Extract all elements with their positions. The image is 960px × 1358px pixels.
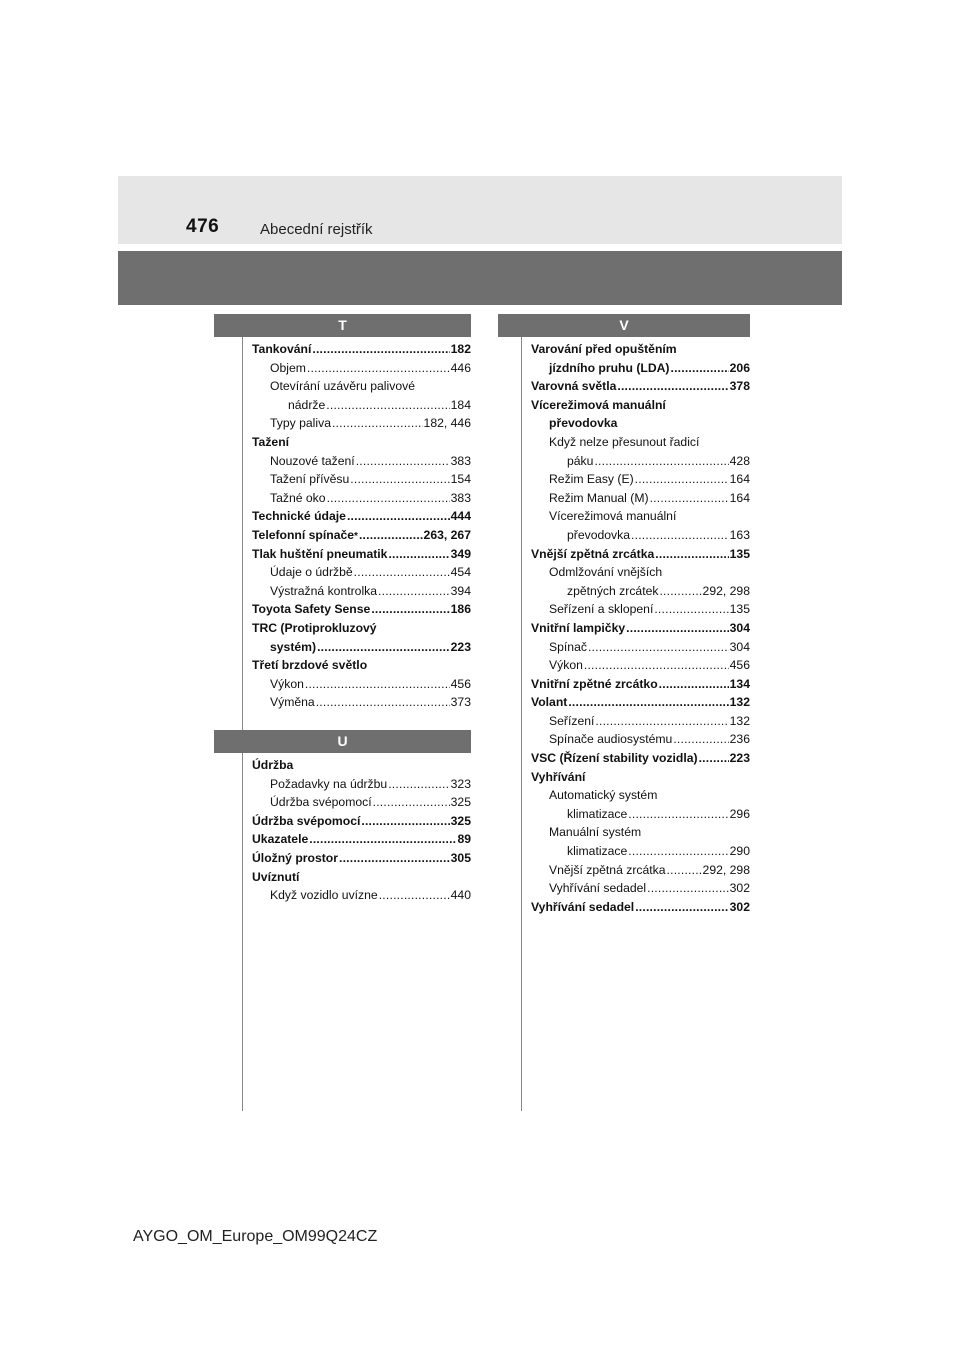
index-entry — [252, 377, 471, 396]
index-entry-label: Nouzové tažení — [270, 453, 355, 468]
index-entry-label: klimatizace — [567, 844, 628, 859]
index-entry — [531, 340, 750, 359]
leader-dots — [326, 396, 449, 415]
left-column-rule — [242, 314, 243, 1111]
index-entry-label: Údržba svépomocí — [252, 813, 361, 828]
leader-dots — [654, 600, 728, 619]
index-entry-page: 132 — [729, 695, 750, 710]
section-title: Abecední rejstřík — [260, 221, 373, 238]
leader-dots — [626, 619, 729, 638]
index-entry-page: 134 — [729, 676, 750, 691]
index-entry-page: 296 — [729, 806, 750, 821]
leader-dots — [305, 675, 450, 694]
index-entry-page: 349 — [450, 546, 471, 561]
index-entry-label: Volant — [531, 695, 568, 710]
index-entry — [252, 433, 471, 452]
index-list-u — [252, 756, 471, 905]
index-entry — [531, 377, 750, 396]
index-entry-page: 182, 446 — [423, 416, 471, 431]
index-entry-page: 428 — [729, 453, 750, 468]
index-entry-label: Odmlžování vnějších — [549, 565, 663, 580]
index-entry — [252, 849, 471, 868]
index-entry-label: Výměna — [270, 695, 315, 710]
index-entry — [252, 756, 471, 775]
index-entry-label: Objem — [270, 360, 306, 375]
leader-dots — [628, 842, 728, 861]
index-entry — [252, 396, 471, 415]
index-entry — [531, 675, 750, 694]
index-entry — [252, 470, 471, 489]
index-entry-page: 323 — [450, 776, 471, 791]
index-entry — [252, 886, 471, 905]
index-entry-label: Toyota Safety Sense — [252, 602, 371, 617]
index-entry-label: Technické údaje — [252, 509, 346, 524]
index-entry-label: Údržba — [252, 758, 294, 772]
index-entry — [531, 359, 750, 378]
index-entry-label: Tažné oko — [270, 490, 326, 505]
index-entry-label: Tažení — [252, 434, 290, 449]
index-entry — [531, 638, 750, 657]
index-entry-page: 154 — [450, 472, 471, 487]
index-entry-page: 373 — [450, 695, 471, 710]
index-entry-label: Spínače audiosystému — [549, 732, 673, 747]
leader-dots — [650, 489, 729, 508]
index-entry-page: 383 — [450, 490, 471, 505]
index-entry-label: Výkon — [270, 676, 304, 691]
leader-dots — [359, 526, 423, 545]
index-entry-page: 292, 298 — [702, 862, 750, 877]
index-entry-label: převodovka — [549, 416, 618, 431]
page-number: 476 — [186, 216, 220, 237]
leader-dots — [379, 886, 450, 905]
index-entry — [531, 470, 750, 489]
leader-dots — [647, 879, 729, 898]
index-entry-label: nádrže — [288, 397, 326, 412]
leader-dots — [617, 377, 728, 396]
index-entry — [531, 730, 750, 749]
index-entry — [531, 582, 750, 601]
index-entry — [531, 693, 750, 712]
document-code: AYGO_OM_Europe_OM99Q24CZ — [133, 1228, 378, 1245]
index-entry-page: 302 — [729, 881, 750, 896]
index-entry-label: Varovná světla — [531, 379, 617, 394]
index-entry — [531, 396, 750, 415]
header-dark-band — [118, 251, 842, 305]
index-entry-page: 290 — [729, 844, 750, 859]
index-entry-label: Vyhřívání sedadel — [549, 881, 647, 896]
index-entry-label: Vícerežimová manuální — [531, 397, 666, 412]
index-entry — [531, 656, 750, 675]
leader-dots — [316, 693, 450, 712]
index-entry-label: Výkon — [549, 658, 583, 673]
leader-dots — [354, 563, 450, 582]
index-entry-page: 454 — [450, 565, 471, 580]
index-entry-label: Telefonní spínače — [252, 527, 355, 542]
leader-dots — [347, 507, 450, 526]
leader-dots — [388, 775, 449, 794]
index-entry-label: Když vozidlo uvízne — [270, 888, 378, 903]
index-entry — [531, 768, 750, 787]
index-entry-label: Vícerežimová manuální — [549, 509, 677, 524]
index-entry-page: 236 — [729, 732, 750, 747]
leader-dots — [628, 805, 728, 824]
index-entry — [531, 823, 750, 842]
index-entry-page: 325 — [450, 813, 471, 828]
header-band — [118, 176, 842, 244]
index-entry-label: Seřízení — [549, 713, 595, 728]
index-entry-page: 135 — [729, 602, 750, 617]
leader-dots — [635, 898, 728, 917]
index-entry-page: 206 — [729, 360, 750, 375]
index-entry-page: 440 — [450, 888, 471, 903]
index-list-t — [252, 340, 471, 712]
leader-dots — [659, 675, 729, 694]
leader-dots — [584, 656, 729, 675]
index-entry — [252, 693, 471, 712]
index-entry-page: 184 — [450, 397, 471, 412]
index-entry-label: Úložný prostor — [252, 850, 338, 865]
index-entry-label: Vyhřívání sedadel — [531, 899, 635, 914]
leader-dots — [388, 545, 449, 564]
index-entry — [252, 775, 471, 794]
index-entry-label: Tlak huštění pneumatik — [252, 546, 388, 561]
index-entry-page: 164 — [729, 490, 750, 505]
leader-dots — [350, 470, 449, 489]
index-entry: Telefonní spínače * ..... 263, 267 — [252, 526, 471, 545]
index-entry-page: 456 — [450, 676, 471, 691]
leader-dots — [635, 470, 729, 489]
leader-dots — [371, 600, 449, 619]
index-entry-page: 132 — [729, 713, 750, 728]
index-entry — [531, 414, 750, 433]
index-entry — [531, 786, 750, 805]
leader-dots — [307, 359, 450, 378]
leader-dots — [327, 489, 450, 508]
index-entry-label: Seřízení a sklopení — [549, 602, 654, 617]
index-entry — [252, 656, 471, 675]
index-entry-page: 292, 298 — [702, 583, 750, 598]
index-entry-label: Manuální systém — [549, 825, 642, 840]
index-entry — [252, 830, 471, 849]
index-entry-label: páku — [567, 453, 594, 468]
index-entry-label: Údržba svépomocí — [270, 795, 372, 810]
index-entry — [252, 793, 471, 812]
index-entry — [252, 812, 471, 831]
index-entry — [252, 414, 471, 433]
index-entry-page: 456 — [729, 658, 750, 673]
index-entry-page: 304 — [729, 620, 750, 635]
right-column-rule — [521, 314, 522, 1111]
leader-dots — [361, 812, 449, 831]
leader-dots — [339, 849, 450, 868]
index-entry — [252, 638, 471, 657]
index-entry — [252, 452, 471, 471]
leader-dots — [667, 861, 702, 880]
index-entry-label: Režim Manual (M) — [549, 490, 649, 505]
index-entry-label: Varování před opuštěním — [531, 342, 677, 356]
leader-dots — [317, 638, 450, 657]
index-entry-page: 186 — [450, 602, 471, 617]
index-entry-label: Automatický systém — [549, 788, 658, 803]
leader-dots — [659, 582, 701, 601]
index-entry — [531, 879, 750, 898]
leader-dots — [378, 582, 450, 601]
leader-dots — [373, 793, 450, 812]
index-entry-page: 164 — [729, 472, 750, 487]
leader-dots — [312, 340, 449, 359]
index-entry — [252, 507, 471, 526]
index-entry-page: 135 — [729, 546, 750, 561]
index-entry-page: 446 — [450, 360, 471, 375]
index-entry — [531, 805, 750, 824]
index-entry-page: 378 — [729, 379, 750, 394]
index-entry — [531, 619, 750, 638]
index-entry-page: 163 — [729, 527, 750, 542]
leader-dots — [655, 545, 728, 564]
leader-dots — [309, 830, 456, 849]
index-entry — [531, 898, 750, 917]
index-entry-label: VSC (Řízení stability vozidla) — [531, 751, 698, 766]
leader-dots — [588, 638, 729, 657]
index-entry-label: zpětných zrcátek — [567, 583, 659, 598]
leader-dots — [332, 414, 423, 433]
index-entry — [531, 842, 750, 861]
index-entry — [252, 359, 471, 378]
index-entry — [252, 489, 471, 508]
index-entry-label: Tankování — [252, 342, 312, 356]
index-entry-page: 223 — [729, 751, 750, 766]
leader-dots — [671, 359, 729, 378]
letter-heading-u: U — [214, 730, 471, 753]
index-entry — [252, 619, 471, 638]
index-entry — [252, 563, 471, 582]
index-entry — [252, 675, 471, 694]
leader-dots — [594, 452, 728, 471]
index-entry-label: Ukazatele — [252, 832, 309, 847]
index-entry — [252, 545, 471, 564]
index-entry-page: 263, 267 — [423, 527, 471, 542]
letter-heading-t: T — [214, 314, 471, 337]
index-entry-label: jízdního pruhu (LDA) — [549, 360, 670, 375]
index-entry-label: Požadavky na údržbu — [270, 776, 388, 791]
index-entry-page: 223 — [450, 639, 471, 654]
leader-dots — [699, 749, 729, 768]
index-entry-label: Vnější zpětná zrcátka — [531, 546, 655, 561]
leader-dots — [356, 452, 450, 471]
index-entry-label: Otevírání uzávěru palivové — [270, 379, 415, 394]
index-entry-label: Vnitřní lampičky — [531, 620, 626, 635]
index-entry-page: 383 — [450, 453, 471, 468]
leader-dots — [595, 712, 728, 731]
index-entry — [252, 340, 471, 359]
index-entry — [531, 489, 750, 508]
index-entry-label: převodovka — [567, 527, 631, 542]
index-entry-label: TRC (Protiprokluzový — [252, 620, 377, 635]
index-entry-label: Třetí brzdové světlo — [252, 658, 368, 673]
index-entry — [531, 563, 750, 582]
index-entry-label: Vnější zpětná zrcátka — [549, 862, 666, 877]
index-entry-label: Spínač — [549, 639, 587, 654]
index-entry-label: Režim Easy (E) — [549, 472, 634, 487]
index-entry-label: Vnitřní zpětné zrcátko — [531, 676, 658, 691]
index-entry — [531, 749, 750, 768]
index-entry — [252, 600, 471, 619]
index-entry-label: Uvíznutí — [252, 869, 300, 884]
index-entry-label: Když nelze přesunout řadicí — [549, 434, 700, 449]
leader-dots — [631, 526, 729, 545]
index-entry-page: 182 — [450, 342, 471, 356]
index-entry — [531, 861, 750, 880]
index-entry-label: systém) — [270, 639, 317, 654]
index-entry-page: 444 — [450, 509, 471, 524]
index-entry-label: Tažení přívěsu — [270, 472, 350, 487]
letter-heading-v: V — [498, 314, 750, 337]
index-entry — [531, 433, 750, 452]
index-entry — [531, 712, 750, 731]
index-entry-label: Typy paliva — [270, 416, 331, 431]
index-entry-page: 394 — [450, 583, 471, 598]
index-entry — [531, 600, 750, 619]
index-entry-page: 305 — [450, 850, 471, 865]
index-entry-label: klimatizace — [567, 806, 628, 821]
index-entry-page: 89 — [457, 832, 471, 847]
index-entry — [531, 507, 750, 526]
leader-dots — [568, 693, 728, 712]
leader-dots — [673, 730, 728, 749]
index-entry — [531, 545, 750, 564]
index-entry-label: Vyhřívání — [531, 769, 586, 784]
index-list-v — [531, 340, 750, 916]
index-entry-page: 304 — [729, 639, 750, 654]
index-entry-page: 325 — [450, 795, 471, 810]
index-entry — [531, 452, 750, 471]
index-entry — [252, 582, 471, 601]
index-entry-label: Výstražná kontrolka — [270, 583, 378, 598]
index-entry-page: 302 — [729, 899, 750, 914]
index-entry — [252, 868, 471, 887]
index-entry-label: Údaje o údržbě — [270, 565, 353, 580]
index-entry — [531, 526, 750, 545]
